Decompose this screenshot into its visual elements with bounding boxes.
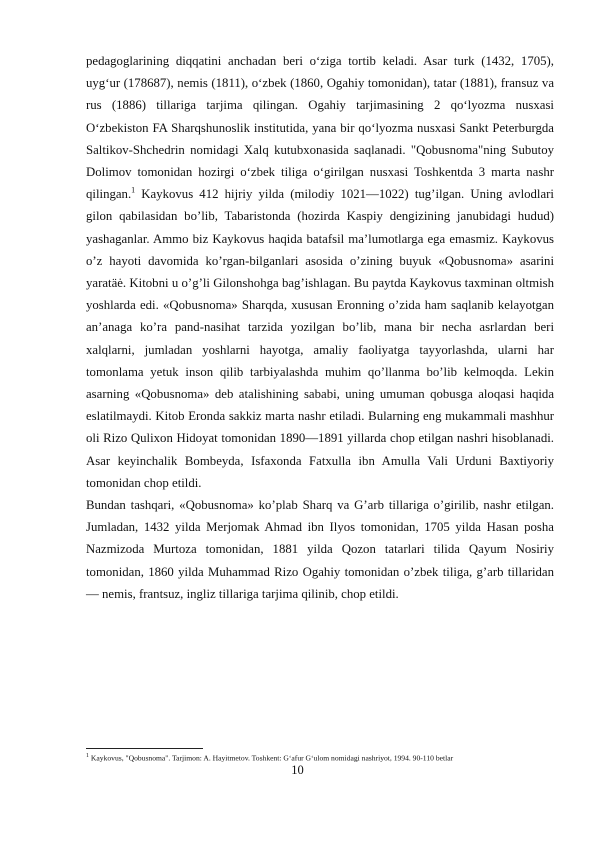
footnote [86,752,556,763]
page-number: 10 [291,763,304,777]
paragraph-1-text-b: Kaykovus 412 hijriy yilda (milodiy 1021—1022) tug’ilgan. Uning avlodlari gilon qabilasidan bo’lib, Tabaristonda (hozirda Kaspiy dengizining janubidagi hudud) yashaganlar. Ammo biz Kaykovus haqida batafsil ma’lumotlarga ega emasmiz. Kaykovus o’z hayoti davomida ko’rgan-bilganlari asosida o’zining buyuk «Qobusnoma» asarini yaratäė. Kitobni u o’g’li Gilonshohga bag’ishlagan. Bu paytda Kaykovus taxminan oltmish yoshlarda edi. «Qobusnoma» Sharqda, xususan Eronning o’zida ham saqlanib kelayotgan an’anaga ko’ra pand-nasihat tarzida yozilgan bo’lib, mana bir necha asrlardan beri xalqlarni, jumladan yoshlarni hayotga, amaliy faoliyatga tayyorlashda, ularni har tomonlama yetuk inson qilib tarbiyalashda muhim qo’llanma bo’lib kelmoqda. Lekin asarning «Qobusnoma» deb atalishining sababi, uning umuman qobusga aloqasi haqida eslatilmaydi. Kitob Eronda sakkiz marta nashr etiladi. Bularning eng mukammali mashhur oli Rizo Qulixon Hidoyat tomonidan 1890—1891 yillarda chop etilgan nashri hisoblanadi. Asar keyinchalik Bombeyda, Isfaxonda Fatxulla ibn Amulla Vali Urduni Baxtiyoriy tomonidan chop etildi. [86,187,554,490]
paragraph-1-text-a: pedagoglarining diqqatini anchadan beri oʻziga tortib keladi. Asar turk (1432, 1705), uygʻur (178687), nemis (1811), oʻzbek (1860, Ogahiy tomonidan), tatar (1881), fransuz va rus (1886) tillariga tarjima qilingan. Ogahiy tarjimasining 2 qoʻlyozma nusxasi Oʻzbekiston FA Sharqshunoslik institutida, yana bir qoʻlyozma nusxasi Sankt Peterburgda Saltikov-Shchedrin nomidagi Xalq kutubxonasida saqlanadi. "Qobusnoma"ning Subutoy Dolimov tomonidan hozirgi oʻzbek tiliga oʻgirilgan nusxasi Toshkentda 3 marta nashr qilingan. [86,54,554,202]
paragraph-1 [86,50,554,494]
footnote-divider [86,748,203,749]
footnote-text: Kaykovus, "Qobusnoma". Tarjimon: A. Hayitmetov. Toshkent: Gʻafur Gʻulom nomidagi nashriyot, 1994. 90-110 betlar [89,753,454,763]
paragraph-2: Bundan tashqari, «Qobusnoma» ko’plab Sharq va G’arb tillariga o’girilib, nashr etilgan. Jumladan, 1432 yilda Merjomak Ahmad ibn Ilyos tomonidan, 1705 yilda Hasan posha Nazmizoda Murtoza tomonidan, 1881 yilda Qozon tatarlari tilida Qayum Nosiriy tomonidan, 1860 yilda Muhammad Rizo Ogahiy tomonidan o’zbek tiliga, g’arb tillaridan — nemis, frantsuz, ingliz tillariga tarjima qilinib, chop etildi. [86,498,554,601]
footnote-reference[interactable]: 1 [131,185,136,195]
page-body [86,50,554,605]
footnote-marker: 1 [86,753,89,759]
